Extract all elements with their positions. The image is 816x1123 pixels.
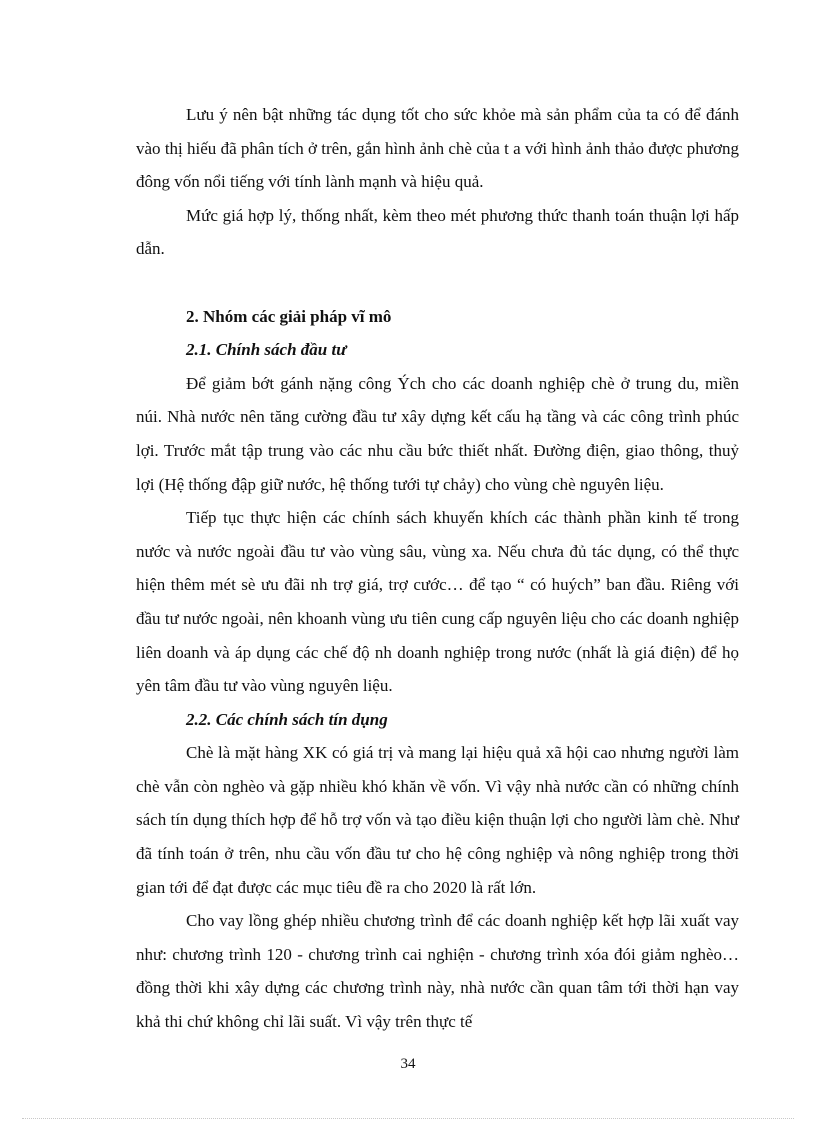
subsection-heading-credit-policy: 2.2. Các chính sách tín dụng — [186, 709, 388, 729]
document-body — [136, 98, 739, 1039]
subsection-heading-investment-policy: 2.1. Chính sách đầu tư — [186, 340, 347, 360]
blank-line — [136, 266, 739, 300]
footer-divider — [22, 1118, 794, 1119]
section-heading-macro-solutions: 2. Nhóm các giải pháp vĩ mô — [186, 306, 392, 326]
paragraph-incentives: Tiếp tục thực hiện các chính sách khuyến khích các thành phần kinh tế trong nước và nước ngoài đầu tư vào vùng sâu, vùng xa. Nếu chưa đủ tác dụng, có thể thực hiện thêm mét sè ưu đãi nh trợ giá, trợ cước… để tạo “ có huých” ban đầu. Riêng với đầu tư nước ngoài, nên khoanh vùng ưu tiên cung cấp nguyên liệu cho các doanh nghiệp liên doanh và áp dụng các chế độ nh doanh nghiệp trong nước (nhất là giá điện) để họ yên tâm đầu tư vào vùng nguyên liệu. — [136, 508, 739, 696]
page-number: 34 — [400, 1056, 416, 1072]
paragraph-loan-programs: Cho vay lồng ghép nhiều chương trình để các doanh nghiệp kết hợp lãi xuất vay như: chương trình 120 - chương trình cai nghiện - chương trình xóa đói giảm nghèo… đồng thời khi xây dựng các chương trình này, nhà nước cần quan tâm tới thời hạn vay khả thi chứ không chỉ lãi suất. Vì vậy trên thực tế — [136, 911, 739, 1032]
paragraph-infrastructure: Để giảm bớt gánh nặng công Ých cho các doanh nghiệp chè ở trung du, miền núi. Nhà nước nên tăng cường đầu tư xây dựng kết cấu hạ tầng và các công trình phúc lợi. Trước mắt tập trung vào các nhu cầu bức thiết nhất. Đường điện, giao thông, thuỷ lợi (Hệ thống đập giữ nước, hệ thống tưới tự chảy) cho vùng chè nguyên liệu. — [136, 373, 739, 494]
paragraph-tea-capital: Chè là mặt hàng XK có giá trị và mang lại hiệu quả xã hội cao nhưng người làm chè vẫn còn nghèo và gặp nhiều khó khăn về vốn. Vì vậy nhà nước cần có những chính sách tín dụng thích hợp để hỗ trợ vốn và tạo điều kiện thuận lợi cho người làm chè. Như đã tính toán ở trên, nhu cầu vốn đầu tư cho hệ công nghiệp và nông nghiệp trong thời gian tới để đạt được các mục tiêu đề ra cho 2020 là rất lớn. — [136, 743, 739, 897]
paragraph-health-benefits: Lưu ý nên bật những tác dụng tốt cho sức khỏe mà sản phẩm của ta có để đánh vào thị hiếu đã phân tích ở trên, gắn hình ảnh chè của t a với hình ảnh thảo được phương đông vốn nổi tiếng với tính lành mạnh và hiệu quả. — [136, 105, 739, 192]
paragraph-pricing: Mức giá hợp lý, thống nhất, kèm theo mét phương thức thanh toán thuận lợi hấp dẫn. — [136, 205, 739, 259]
